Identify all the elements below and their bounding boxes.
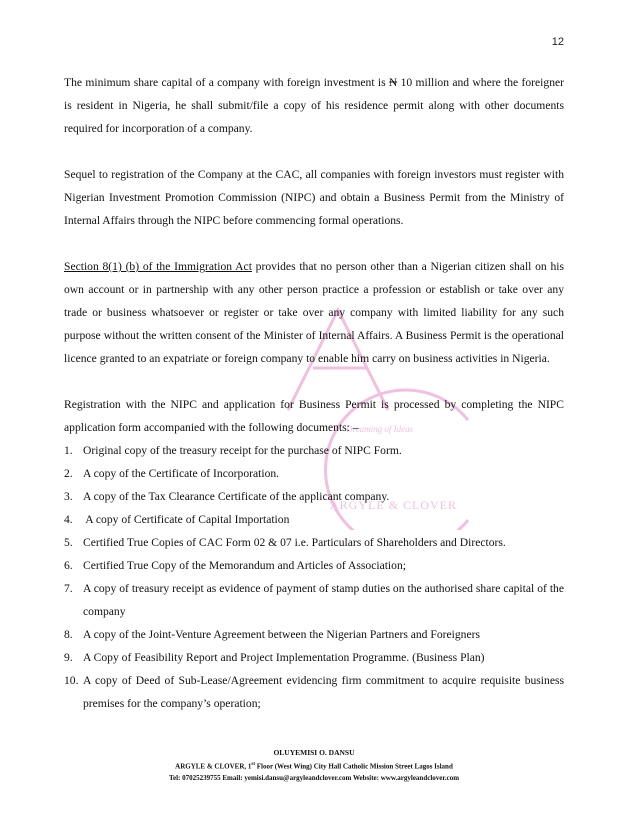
immigration-act-reference: Section 8(1) (b) of the Immigration Act: [64, 260, 252, 273]
footer-contact: Tel: 07025239755 Email: yemisi.dansu@argyleandclover.com Website: www.argyleandclover.com: [168, 774, 460, 783]
list-item: 1. Original copy of the treasury receipt for the purchase of NIPC Form.: [64, 444, 402, 457]
list-item: 8. A copy of the Joint-Venture Agreement between the Nigerian Partners and Foreigners: [64, 628, 480, 641]
paragraph-nipc-registration: Sequel to registration of the Company at the CAC, all companies with foreign investors must register with Nigerian Investment Promotion Commission (NIPC) and obtain a Business Permit from the Ministry of Internal Affairs through the NIPC before commencing formal operations.: [64, 168, 564, 227]
paragraph-immigration-act: [64, 255, 564, 370]
document-body: [64, 71, 564, 715]
list-item: 10. A copy of Deed of Sub-Lease/Agreement evidencing firm commitment to acquire requisite business premises for the company’s operation;: [64, 674, 564, 710]
footer-name: OLUYEMISI O. DANSU: [273, 748, 355, 757]
paragraph-share-capital: The minimum share capital of a company with foreign investment is ₦ 10 million and where the foreigner is resident in Nigeria, he shall submit/file a copy of his residence permit along with other documents required for incorporation of a company.: [64, 76, 564, 135]
required-documents-list: [64, 439, 564, 715]
list-item: 9. A Copy of Feasibility Report and Project Implementation Programme. (Business Plan): [64, 651, 485, 664]
immigration-act-text: provides that no person other than a Nigerian citizen shall on his own account or in partnership with any other person practice a profession or establish or take over any trade or business whatsoever or register or take over any company with limited liability for any such purpose without the written consent of the Minister of Internal Affairs. A Business Permit is the operational licence granted to an expatriate or foreign company to enable him carry on business activities in Nigeria.: [64, 260, 564, 365]
list-item: 3. A copy of the Tax Clearance Certificate of the applicant company.: [64, 490, 390, 503]
list-item: 5. Certified True Copies of CAC Form 02 & 07 i.e. Particulars of Shareholders and Directors.: [64, 536, 506, 549]
watermark-brand: ARGYLE & CLOVER: [330, 498, 457, 512]
footer-address: ARGYLE & CLOVER, 1st Floor (West Wing) City Hall Catholic Mission Street Lagos Island: [175, 762, 453, 771]
list-item: 4. A copy of Certificate of Capital Importation: [64, 513, 290, 526]
watermark-tagline: Dreaming of Ideas: [346, 424, 414, 434]
list-item: 6. Certified True Copy of the Memorandum and Articles of Association;: [64, 559, 406, 572]
list-item: 2. A copy of the Certificate of Incorporation.: [64, 467, 280, 480]
list-item: 7. A copy of treasury receipt as evidence of payment of stamp duties on the authorised share capital of the company: [64, 582, 564, 618]
paragraph-registration-intro: Registration with the NIPC and application for Business Permit is processed by completing the NIPC application form accompanied with the following documents: –: [64, 398, 564, 434]
page-footer: [64, 747, 564, 784]
page-number: 12: [551, 36, 564, 48]
